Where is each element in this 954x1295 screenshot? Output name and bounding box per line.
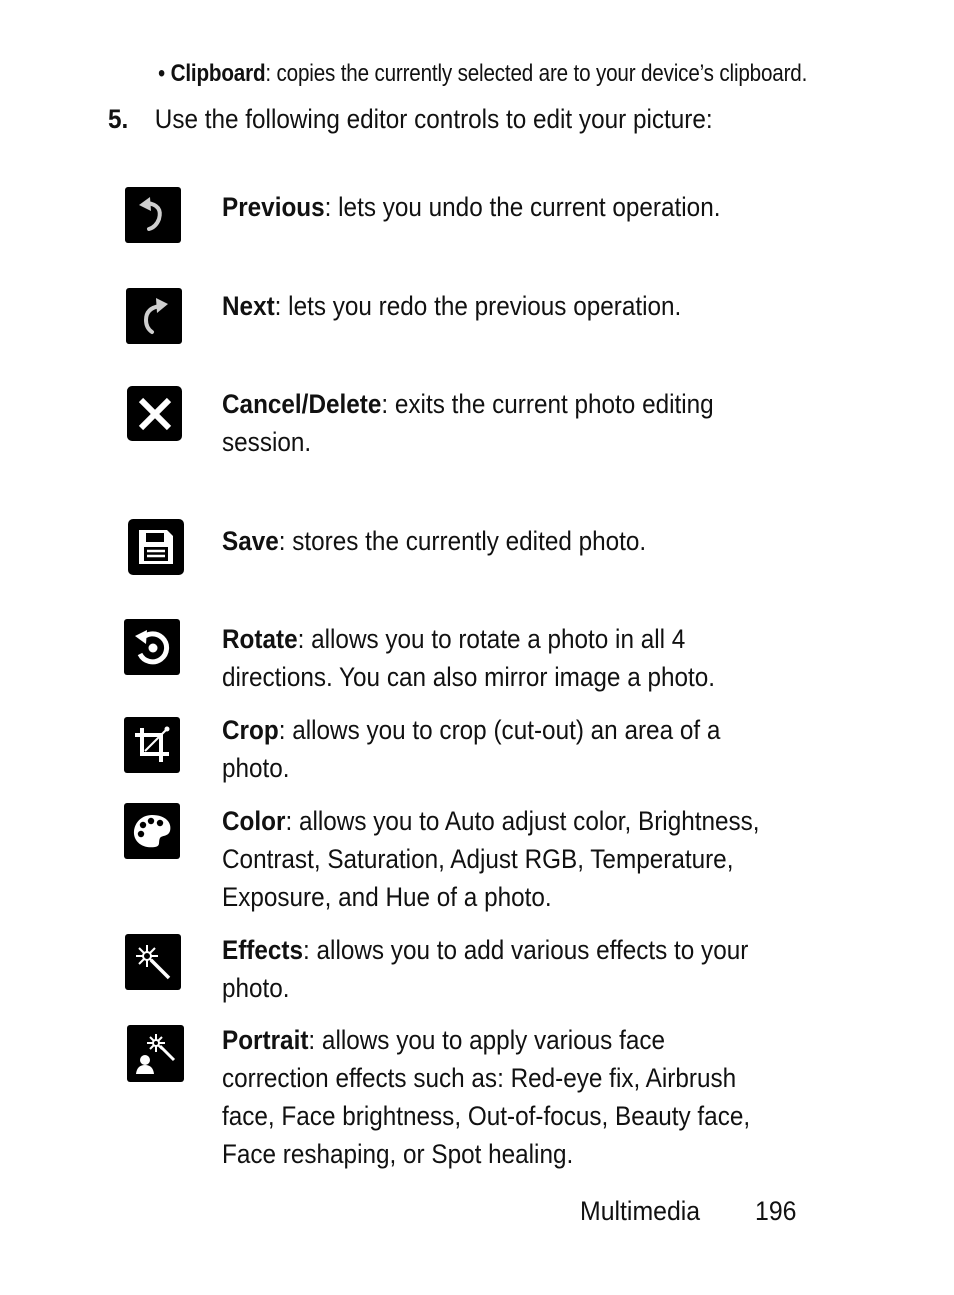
redo-arrow-icon [126, 288, 182, 344]
crop-icon [124, 717, 180, 773]
control-term: Rotate [222, 624, 298, 654]
control-portrait [222, 1021, 771, 1173]
step-number: 5. [108, 104, 129, 134]
control-text: : allows you to Auto adjust color, Brightness, Contrast, Saturation, Adjust RGB, Temperature, Exposure, and Hue of a photo. [222, 806, 760, 912]
rotate-icon [124, 619, 180, 675]
page-number: 196 [755, 1196, 797, 1226]
step-instruction [108, 104, 713, 135]
footer-section: Multimedia [580, 1196, 701, 1226]
control-next [222, 287, 771, 325]
control-text: : exits the current photo editing session. [222, 389, 714, 457]
control-previous [222, 188, 771, 226]
control-term: Crop [222, 715, 279, 745]
control-cancel-delete [222, 385, 771, 461]
portrait-wand-icon [127, 1025, 184, 1082]
bullet-symbol: • [158, 60, 166, 87]
control-text: : allows you to add various effects to your photo. [222, 935, 749, 1003]
control-rotate [222, 620, 771, 696]
bullet-text: : copies the currently selected are to your device’s clipboard. [265, 60, 808, 87]
control-term: Previous [222, 192, 325, 222]
floppy-save-icon [128, 519, 184, 575]
control-text: : allows you to apply various face correction effects such as: Red-eye fix, Airbrush face, Face brightness, Out-of-focus, Beauty face, Face reshaping, or Spot healing. [222, 1025, 751, 1169]
undo-arrow-icon [125, 187, 181, 243]
control-term: Next [222, 291, 275, 321]
control-text: : stores the currently edited photo. [278, 526, 647, 556]
control-term: Color [222, 806, 286, 836]
control-color [222, 802, 771, 916]
control-text: : allows you to rotate a photo in all 4 directions. You can also mirror image a photo. [222, 624, 716, 692]
control-text: : allows you to crop (cut-out) an area of a photo. [222, 715, 721, 783]
step-text: Use the following editor controls to edit your picture: [154, 104, 713, 134]
control-term: Effects [222, 935, 304, 965]
control-effects [222, 931, 771, 1007]
control-text: : lets you redo the previous operation. [274, 291, 682, 321]
control-crop [222, 711, 771, 787]
palette-icon [124, 803, 180, 859]
control-save [222, 522, 771, 560]
control-term: Cancel/Delete [222, 389, 382, 419]
control-term: Save [222, 526, 279, 556]
magic-wand-icon [125, 934, 181, 990]
bullet-term: Clipboard [170, 60, 266, 87]
close-x-icon [127, 386, 182, 441]
intro-bullet [158, 60, 807, 88]
control-text: : lets you undo the current operation. [324, 192, 721, 222]
control-term: Portrait [222, 1025, 309, 1055]
